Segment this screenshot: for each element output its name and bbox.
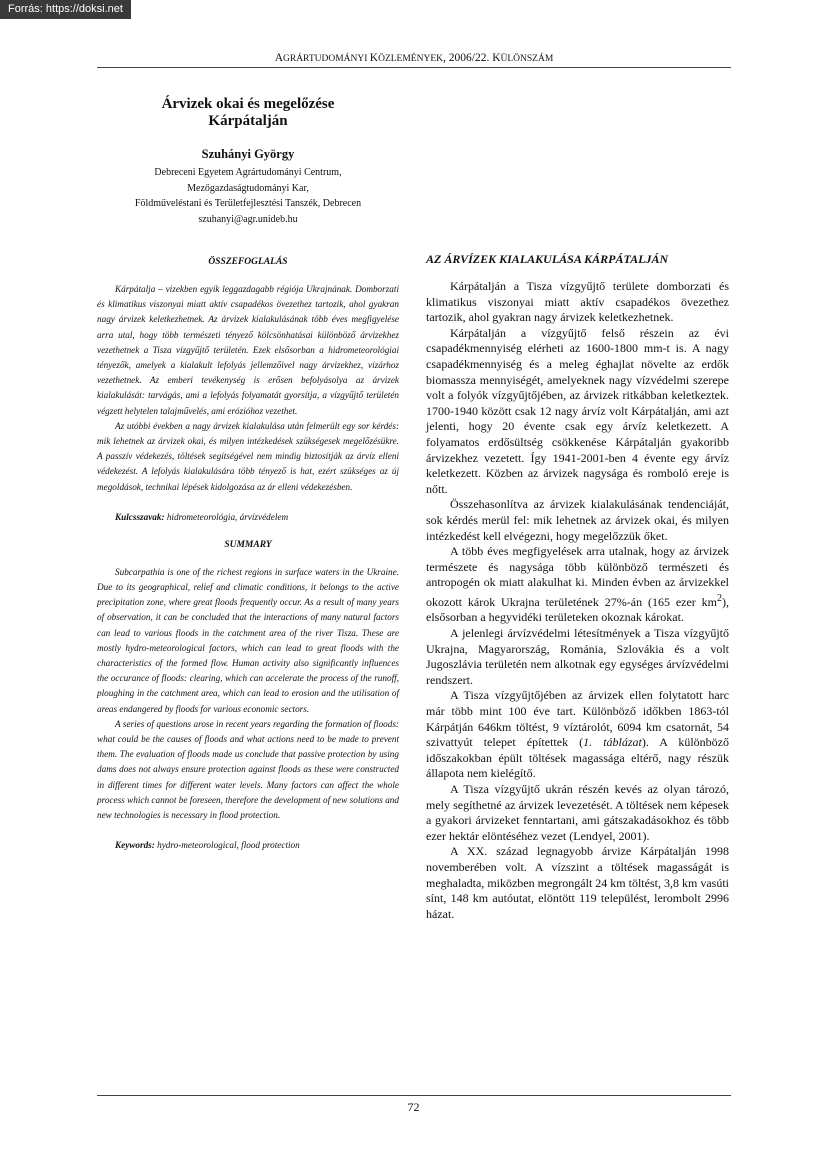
body-text: A Tisza vízgyűjtőjében az árvizek ellen folytatott harc már több mint 100 éve tart. Különböző időkben 1863-tól Kárpátján 646km töltést, 9 víztárolót, 6094 km csatornát, 54 szivattyút telepet építettek ( xyxy=(426,688,729,750)
footer-rule xyxy=(97,1095,731,1096)
running-head-word3: ÜLÖNSZÁM xyxy=(500,54,554,64)
section-heading: AZ ÁRVÍZEK KIALAKULÁSA KÁRPÁTALJÁN xyxy=(426,252,669,266)
author-name: Szuhányi György xyxy=(201,147,295,161)
abstract-hu-paragraph: Kárpátalja – vizekben egyik leggazdagabb régiója Ukrajnának. Domborzati és klimatikus viszonyai miatt aktív csapadékos övezethez tartozik, ahol gyakran nagy árvizek keletkezhetnek. Az árvizek kialakulásának több éves megfigyelése arra utal, hogy több természeti tényező kölcsönhatásai különböző árvizekhez vezethetnek a Tisza vízgyűjtő területén. Ezek elsősorban a hidrometeorológiai tényezők, amelyek a kialakult lefolyás jellemzőivel nagy árvizekhez, vízárhoz vezethetnek. Az emberi tevékenység is erősen befolyásolya az árvizek kialakulását: tarvágás, ami a lefolyás folyamatát gyorsítja, a vízgyűjtő területén végzett helytelen talajművelés, ami erózióhoz vezethet. xyxy=(97,284,399,416)
abstract-en-heading: SUMMARY xyxy=(224,539,272,550)
body-text: ), elsősorban a hegyvidéki területeken okoznak károkat. xyxy=(426,594,729,625)
running-head-initial-k: K xyxy=(369,52,379,64)
abstract-en-paragraph: Subcarpathia is one of the richest regions in surface waters in the Ukraine. Due to its geographical, relief and climatic conditions, it belongs to the active precipitation zone, where great floods frequently occur. As a result of many years of observation, it can be concluded that the interactions of many natural factors can lead to various floods in the catchment area of the river Tisza. These are mostly hydro-meteorological factors, which can lead to great floods with the characteristics of the formed flow. Human activity also significantly influences the occurance of floods: clearing, which can accelerate the process of the runoff, ploughing in the catchment area, which can lead to erosion and the utilisation of areas endangered by floods for various economic sectors. xyxy=(97,566,399,714)
source-label: Forrás: https://doksi.net xyxy=(0,0,131,19)
body-text: A több éves megfigyelések arra utalnak, hogy az árvizek természete és nagysága több különböző természeti és antropogén ok miatt alakulhat ki. Minden évben az árvizekkel okozott károk Ukrajna területének 27%-án (165 ezer km xyxy=(426,544,729,609)
abstract-hu-heading: ÖSSZEFOGLALÁS xyxy=(208,257,288,267)
body-text: ). A különböző időszakokban épült töltések magassága eltérő, nagy részük állapota nem kielégítő. xyxy=(426,735,729,781)
title-line-1: Árvizek okai és megelőzése xyxy=(161,96,335,112)
running-head-word1: GRÁRTUDOMÁNYI xyxy=(283,54,370,64)
keywords-hu-label: Kulcsszavak: xyxy=(115,511,165,522)
body-paragraph: Összehasonlítva az árvizek kialakulásának tendenciáját, sok kérdés merül fel: mik lehetnek az árvizek okai, és milyen intézkedést kell elvégezni, hogy megelőzzük őket. xyxy=(426,497,729,543)
superscript: 2 xyxy=(717,592,722,604)
abstract-hu xyxy=(97,282,399,495)
body-paragraph: A jelenlegi árvízvédelmi létesítmények a Tisza vízgyűjtő Ukrajna, Magyarország, Románia, Szlovákia és a volt Jugoszlávia területén nem alkotnak egy egységes árvízvédelmi rendszert. xyxy=(426,626,729,687)
affiliation-line-3: Földműveléstani és Területfejlesztési Tanszék, Debrecen xyxy=(134,198,362,209)
keywords-en xyxy=(97,838,399,853)
author-email: szuhanyi@agr.unideb.hu xyxy=(198,213,298,225)
body-paragraph: A XX. század legnagyobb árvize Kárpátalján 1998 novemberében volt. A vízszint a töltések magasságát is meghaladta, miközben megrongált 24 km töltést, 3,8 km vasúti sínt, 148 km autóutat, elöntött 119 települést, lerombolt 2996 házat. xyxy=(426,844,729,921)
page-number: 72 xyxy=(407,1100,420,1114)
keywords-hu-text: hidrometeorológia, árvízvédelem xyxy=(164,511,289,522)
running-head-initial-a: A xyxy=(274,52,283,64)
title-line-2: Kárpátalján xyxy=(208,113,288,129)
body-paragraph xyxy=(426,688,729,782)
body-paragraph: Kárpátalján a vízgyűjtő felső részein az évi csapadékmennyiség elérheti az 1600-1800 mm-t is. A nagy csapadékmennyiség és a meleg éghajlat növelte az erdők biomassza mennyiségét, amelyeknek nagy vízvédelmi szerepe volt a folyók vízgyűjtőjében, az árvizek ritkábban keletkeztek. 1700-1940 között csak 12 nagy árvíz volt Kárpátalján, ami azt jelenti, hogy 20 évente csak egy árvíz keletkezett. A folyamatos erdősültség csökkenése Kárpátalján gyakoribb árvizekhez vezetett. Így 1941-2001-ben 4 évente egy árvíz keletkezett. Közben az árvizek nagysága és romboló ereje is nőtt. xyxy=(426,325,729,496)
running-head-word2: ÖZLEMÉNYEK xyxy=(378,54,443,64)
abstract-en-paragraph: A series of questions arose in recent years regarding the formation of floods: what could be the causes of floods and what actions need to be made to prevent them. The evaluation of floods made us conclude that passive protection by using dams does not always ensure protection against floods as these were constructed in different times for different water levels. Many factors can affect the whole process which cannot be foreseen, therefore the development of new solutions and new technologies is necessary in flood protection. xyxy=(97,718,399,821)
keywords-en-label: Keywords: xyxy=(115,840,155,851)
affiliation-line-1: Debreceni Egyetem Agrártudományi Centrum, xyxy=(154,167,342,178)
body-paragraph: A Tisza vízgyűjtő ukrán részén kevés az olyan tározó, mely segíthetné az árvizek levezetését. A töltések nem képesek a gyakori árvizeket fenntartani, ami gátszakadásokhoz és több ezer hektár elöntéséhez vezet (Lendyel, 2001). xyxy=(426,782,729,843)
table-reference: 1. táblázat xyxy=(583,735,642,750)
body-paragraph xyxy=(426,544,729,626)
running-head-initial-k2: K xyxy=(492,52,501,64)
abstract-en xyxy=(97,565,399,823)
body-paragraph: Kárpátalján a Tisza vízgyűjtő területe domborzati és klimatikus viszonyai miatt aktív csapadékos övezethez tartozik, ahol gyakran nagy árvizek keletkezhetnek. xyxy=(426,279,729,325)
author-affiliation xyxy=(97,165,399,227)
keywords-hu xyxy=(97,510,399,525)
running-head xyxy=(97,52,731,64)
abstract-hu-paragraph: Az utóbbi években a nagy árvizek kialakulása után felmerült egy sor kérdés: mik lehetnek az árvizek okai, és milyen intézkedések szükségesek megelőzésükre. A passzív védekezés, töltések segítségével nem mindig biztosítják az árvíz elleni védekezést. A lefolyás kialakulására több tényező is hat, ezért szükséges az új megoldások, technikai lépések kidolgozása az ár elleni védekezésben. xyxy=(97,420,399,492)
header-rule xyxy=(97,67,731,68)
article-title xyxy=(97,96,399,130)
keywords-en-text: hydro-meteorological, flood protection xyxy=(154,840,300,851)
running-head-issue: , 2006/22. xyxy=(443,52,493,64)
affiliation-line-2: Mezőgazdaságtudományi Kar, xyxy=(187,182,309,194)
right-column xyxy=(426,252,729,922)
left-column xyxy=(97,96,399,853)
